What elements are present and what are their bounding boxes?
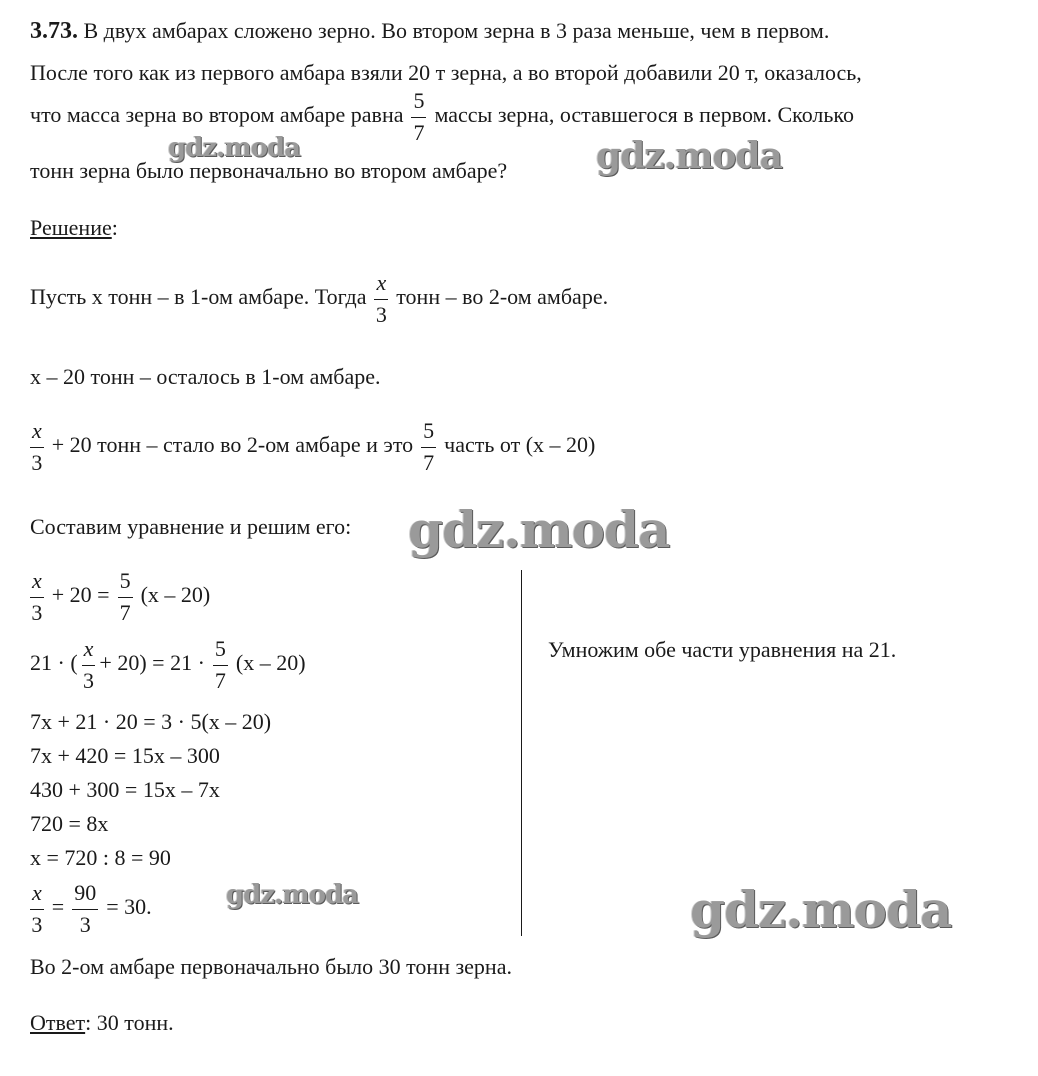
problem-text-4: тонн зерна было первоначально во втором амбаре?: [30, 158, 508, 183]
fraction-denominator: 7: [214, 668, 226, 693]
equation-8-after: = 30.: [106, 894, 152, 920]
watermark: gdz.moda: [408, 500, 670, 559]
fraction-numerator: x: [83, 636, 94, 661]
fraction-five-sevenths: [411, 88, 426, 146]
solution-became-line: [22, 418, 595, 476]
equation-7: x = 720 : 8 = 90: [30, 845, 171, 870]
fraction-numerator: 90: [74, 880, 97, 905]
solution-compose: Составим уравнение и решим его:: [30, 514, 352, 539]
fraction-numerator: x: [32, 418, 42, 443]
fraction-numerator: 5: [423, 418, 435, 443]
solution-let-line: [30, 270, 608, 328]
problem-text-3b: массы зерна, оставшегося в первом. Сколько: [434, 102, 854, 128]
equation-1: [22, 568, 210, 626]
problem-number: 3.73.: [30, 18, 78, 44]
fraction-denominator: 3: [31, 912, 43, 937]
fraction-x-thirds: [30, 568, 44, 626]
let-text-after: тонн – во 2-ом амбаре.: [396, 284, 609, 310]
fraction-x-thirds: [374, 270, 388, 328]
fraction-five-sevenths: [213, 636, 228, 694]
solution-heading: [30, 213, 118, 243]
fraction-numerator: x: [32, 880, 42, 905]
watermark: gdz.moda: [168, 133, 301, 163]
equation-2-before: 21 · (: [30, 650, 78, 676]
became-text-middle: + 20 тонн – стало во 2-ом амбаре и это: [51, 432, 414, 458]
fraction-denominator: 3: [79, 912, 91, 937]
fraction-numerator: 5: [119, 568, 131, 593]
fraction-denominator: 3: [83, 668, 95, 693]
column-divider: [521, 570, 522, 936]
solution-remaining: x – 20 тонн – осталось в 1-ом амбаре.: [30, 364, 381, 389]
solution-heading-colon: :: [111, 215, 118, 240]
fraction-numerator: x: [376, 270, 387, 295]
equation-2-after: (x – 20): [235, 650, 306, 676]
problem-text-3a: что масса зерна во втором амбаре равна: [30, 102, 404, 128]
equation-8: [22, 880, 152, 938]
answer-value: : 30 тонн.: [85, 1010, 174, 1035]
answer-label: Ответ: [30, 1010, 86, 1035]
equation-6: 720 = 8x: [30, 811, 109, 836]
fraction-five-sevenths: [421, 418, 436, 476]
fraction-five-sevenths: [118, 568, 133, 626]
let-text-before: Пусть x тонн – в 1-ом амбаре. Тогда: [30, 284, 367, 310]
problem-text-2: После того как из первого амбара взяли 20 т зерна, а во второй добавили 20 т, оказалось,: [30, 60, 862, 85]
fraction-x-thirds: [30, 880, 44, 938]
watermark: gdz.moda: [226, 880, 359, 910]
fraction-denominator: 3: [375, 302, 387, 327]
equation-3: 7x + 21 · 20 = 3 · 5(x – 20): [30, 709, 272, 734]
fraction-denominator: 7: [119, 600, 131, 625]
equation-2-middle: + 20) = 21 ·: [99, 650, 205, 676]
fraction-numerator: 5: [214, 636, 226, 661]
equation-4: 7x + 420 = 15x – 300: [30, 743, 220, 768]
fraction-x-thirds: [30, 418, 44, 476]
watermark: gdz.moda: [690, 880, 952, 939]
fraction-ninety-thirds: [72, 880, 98, 938]
fraction-denominator: 3: [31, 450, 43, 475]
became-text-after: часть от (x – 20): [444, 432, 596, 458]
equation-8-eq: =: [51, 894, 65, 920]
equation-2: [30, 636, 306, 694]
equation-1-middle: + 20 =: [51, 582, 110, 608]
conclusion: Во 2-ом амбаре первоначально было 30 тонн зерна.: [30, 954, 512, 979]
fraction-denominator: 7: [413, 120, 425, 145]
solution-heading-label: Решение: [30, 215, 112, 240]
problem-text-1: В двух амбарах сложено зерно. Во втором зерна в 3 раза меньше, чем в первом.: [83, 18, 830, 43]
problem-line-1: [30, 16, 829, 46]
watermark: gdz.moda: [596, 135, 782, 177]
equation-5: 430 + 300 = 15x – 7x: [30, 777, 220, 802]
answer: [30, 1008, 174, 1038]
fraction-denominator: 3: [31, 600, 43, 625]
fraction-denominator: 7: [423, 450, 435, 475]
fraction-numerator: x: [32, 568, 42, 593]
equation-1-after: (x – 20): [140, 582, 211, 608]
multiply-comment: Умножим обе части уравнения на 21.: [548, 637, 897, 662]
fraction-numerator: 5: [413, 88, 425, 113]
fraction-x-thirds: [82, 636, 96, 694]
